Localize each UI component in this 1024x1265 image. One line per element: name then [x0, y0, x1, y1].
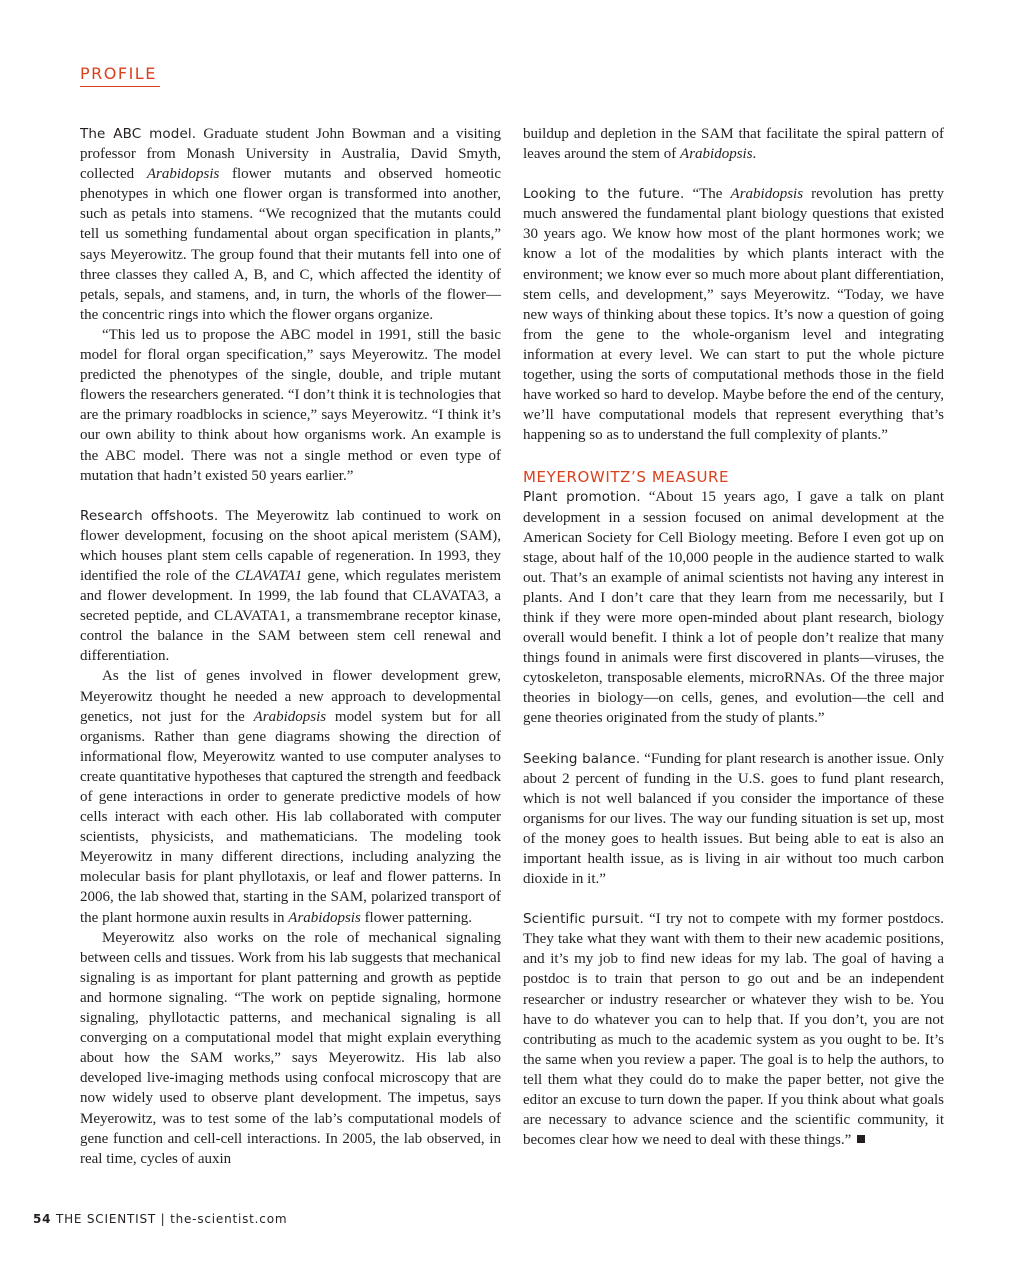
left-column	[80, 124, 501, 1169]
paragraph-continued: buildup and depletion in the SAM that facilitate the spiral pattern of leaves around the stem of Arabidopsis.	[523, 126, 944, 163]
subhead-research-offshoots: Research offshoots.	[80, 507, 219, 524]
paragraph-scientific-pursuit: Scientific pursuit. “I try not to compete with my former postdocs. They take what they want with them to their new academic positions, and it’s my job to find new ideas for my lab. The goal of having a postdoc is to train that person to go out and be an independent researcher or industry researcher or whatever they wish to be. You have to do whatever you can to help that. If you don’t, you are not contributing as much to the academic system as you ought to be. It’s the same when you review a paper. The goal is to help the authors, to tell them what they could do to make the paper better, not give the editor an excuse to turn down the paper. If you think about what goals are necessary to advance science and the scientific community, it becomes clear how we need to deal with these things.”	[523, 911, 944, 1149]
paragraph-abc-quote: “This led us to propose the ABC model in 1991, still the basic model for floral organ specification,” says Meyerowitz. The model predicted the phenotypes of the single, double, and triple mutant flowers the researchers generated. “I don’t think it is technologies that are the primary roadblocks in science,” says Meyerowitz. “I think it’s our own ability to think about how organisms work. An example is the ABC model. There was not a single method or even type of mutation that hadn’t existed 50 years earlier.”	[80, 326, 501, 484]
section-underline	[80, 86, 160, 87]
page-footer	[33, 1212, 287, 1226]
sidebar-title: MEYEROWITZ’S MEASURE	[523, 468, 730, 487]
paragraph-looking-to-future: Looking to the future. “The Arabidopsis revolution has pretty much answered the fundamental plant biology questions that existed 30 years ago. We know how most of the plant hormones work; we know a lot of the modalities by which plants interact with the environment; we know ever so much more about plant differentiation, stem cells, and development,” says Meyerowitz. “Today, we have new ways of thinking about these topics. It’s now a question of going from the gene to the whole-organism level and integrating information at every level. We can start to put the whole picture together, using the sorts of computational methods those in the field have worked so hard to develop. Maybe before the end of the century, we’ll have computational models that represent everything that’s happening so as to understand the full complexity of plants.”	[523, 186, 944, 444]
page-number: 54	[33, 1212, 52, 1226]
footer-separator: |	[160, 1212, 166, 1226]
subhead-plant-promotion: Plant promotion.	[523, 489, 641, 506]
paragraph-computational-approach: As the list of genes involved in flower development grew, Meyerowitz thought he needed a new approach to developmental genetics, not just for the Arabidopsis model system but for all organisms. Rather than gene diagrams showing the direction of informational flow, Meyerowitz wanted to use computer analyses to create quantitative hypotheses that captured the strength and feedback of gene interactions in order to generate predictive models of how cells interact with each other. His lab collaborated with computer scientists, physicists, and mathematicians. The modeling took Meyerowitz in many different directions, including analyzing the molecular basis for plant phyllotaxis, or leaf and flower patterns. In 2006, the lab showed that, starting in the SAM, polarized transport of the plant hormone auxin results in Arabidopsis flower patterning.	[80, 668, 501, 926]
end-of-article-mark	[857, 1135, 865, 1143]
paragraph-research-offshoots: Research offshoots. The Meyerowitz lab continued to work on flower development, focusing on the shoot apical meristem (SAM), which houses plant stem cells capable of regeneration. In 1993, they identified the role of the CLAVATA1 gene, which regulates meristem and flower development. In 1999, the lab found that CLAVATA3, a secreted peptide, and CLAVATA1, a transmembrane receptor kinase, control the balance in the SAM between stem cell renewal and differentiation.	[80, 507, 501, 665]
subhead-looking-to-future: Looking to the future.	[523, 186, 685, 203]
website-link[interactable]: the-scientist.com	[170, 1212, 288, 1226]
publication-name: THE SCIENTIST	[55, 1212, 156, 1226]
paragraph-seeking-balance: Seeking balance. “Funding for plant research is another issue. Only about 2 percent of funding in the U.S. goes to fund plant research, which is not well balanced if you consider the importance of these organisms for our lives. The way our funding situation is set up, most of the money goes to health issues. But being able to eat is also an important health issue, as is living in air without too much carbon dioxide in it.”	[523, 750, 944, 888]
paragraph-plant-promotion: Plant promotion. “About 15 years ago, I gave a talk on plant development in a session focused on animal development at the American Society for Cell Biology meeting. Before I even got up on stage, about half of the 10,000 people in the audience started to walk out. That’s an example of animal scientists not having any interest in plants. And I don’t care that they learn from me necessarily, but I think if they were more open-minded about plant research, biology overall would benefit. I think a lot of people don’t realize that many things found in animals were first discovered in plants—viruses, the cytoskeleton, transposable elements, microRNAs. Of the three major theories in biology—on cells, genes, and evolution—the cell and gene theories originated from the study of plants.”	[523, 489, 944, 727]
subhead-scientific-pursuit: Scientific pursuit.	[523, 911, 644, 928]
paragraph-mechanical-signaling: Meyerowitz also works on the role of mechanical signaling between cells and tissues. Work from his lab suggests that mechanical signaling is as important for plant patterning and growth as peptide and hormone signaling. “The work on peptide signaling, hormone signaling, phyllotactic patterns, and mechanical signaling is all converging on a computational model that might explain everything about how the SAM works,” says Meyerowitz. His lab also developed live-imaging methods using confocal microscopy that are now widely used to observe plant development. The impetus, says Meyerowitz, was to test some of the lab’s computational models of gene function and cell-cell interactions. In 2005, the lab observed, in real time, cycles of auxin	[80, 929, 501, 1167]
right-column	[523, 124, 944, 1150]
section-label: PROFILE	[80, 64, 157, 83]
subhead-seeking-balance: Seeking balance.	[523, 750, 641, 767]
paragraph-abc-model: The ABC model. Graduate student John Bowman and a visiting professor from Monash University in Australia, David Smyth, collected Arabidopsis flower mutants and observed homeotic phenotypes in which one flower organ is transformed into another, such as petals into stamens. “We recognized that the mutants could tell us something fundamental about organ specification in plants,” says Meyerowitz. The group found that their mutants fell into one of three classes they called A, B, and C, which affected the identity of petals, sepals, and stamens, and, in turn, the whorls of the flower—the concentric rings into which the flower organs organize.	[80, 126, 501, 323]
subhead-abc-model: The ABC model.	[80, 126, 197, 142]
